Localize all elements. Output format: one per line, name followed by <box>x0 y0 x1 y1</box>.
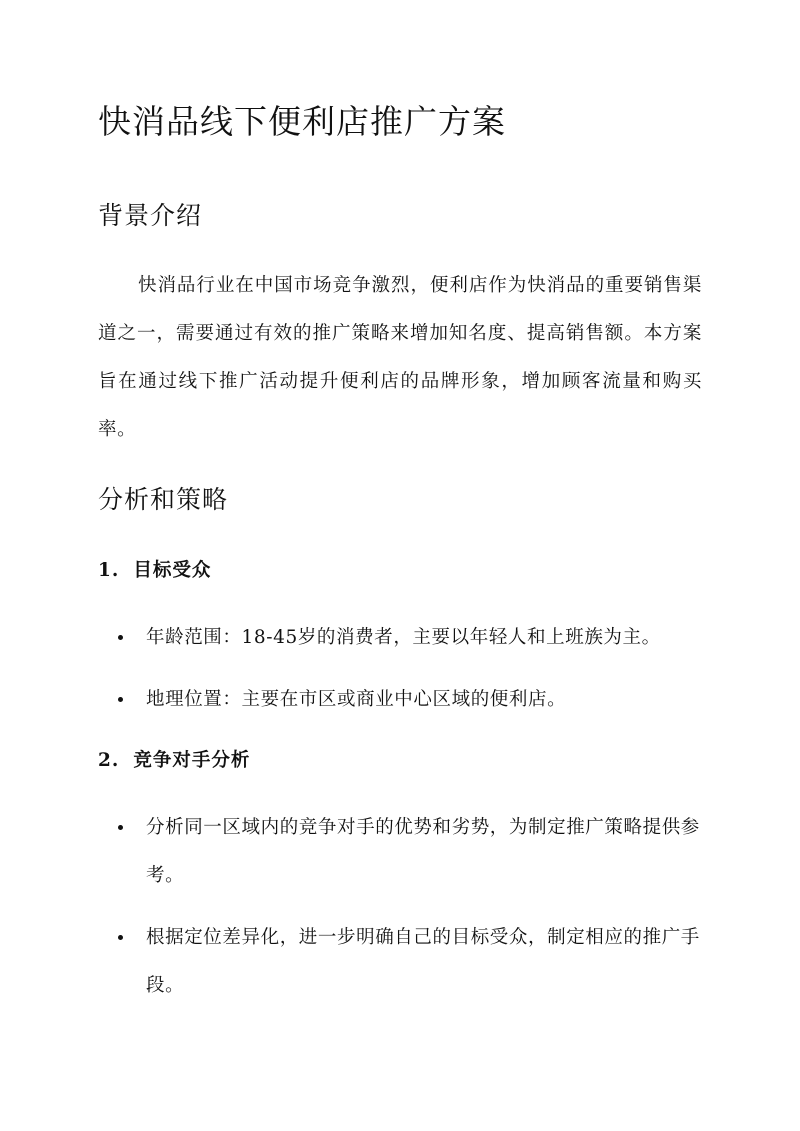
bullet-list-target-audience <box>98 614 702 738</box>
list-item-text: 地理位置：主要在市区或商业中心区域的便利店。 <box>146 689 567 710</box>
list-item-text: 年龄范围：18-45岁的消费者，主要以年轻人和上班族为主。 <box>146 627 661 648</box>
list-item <box>98 676 702 724</box>
subsection-number: 1. <box>98 560 120 581</box>
subsection-title: 目标受众 <box>133 560 212 581</box>
bullet-icon <box>118 697 123 702</box>
list-item <box>98 614 702 662</box>
list-item <box>98 914 702 1010</box>
section-heading-analysis: 分析和策略 <box>98 485 229 514</box>
subsection-heading-target-audience <box>98 556 211 582</box>
subsection-heading-competitor-analysis <box>98 746 250 772</box>
list-item-text: 分析同一区域内的竞争对手的优势和劣势，为制定推广策略提供参考。 <box>146 817 700 886</box>
bullet-icon <box>118 935 123 940</box>
section-heading-background: 背景介绍 <box>98 201 203 230</box>
background-paragraph: 快消品行业在中国市场竞争激烈，便利店作为快消品的重要销售渠道之一，需要通过有效的推广策略来增加知名度、提高销售额。本方案旨在通过线下推广活动提升便利店的品牌形象，增加顾客流量和购买率。 <box>98 275 702 440</box>
list-item <box>98 804 702 900</box>
subsection-number: 2. <box>98 750 120 771</box>
bullet-icon <box>118 635 123 640</box>
document-title: 快消品线下便利店推广方案 <box>98 102 506 141</box>
list-item-text: 根据定位差异化，进一步明确自己的目标受众，制定相应的推广手段。 <box>146 927 700 996</box>
bullet-icon <box>118 825 123 830</box>
bullet-list-competitor-analysis <box>98 804 702 1024</box>
subsection-title: 竞争对手分析 <box>133 750 251 771</box>
